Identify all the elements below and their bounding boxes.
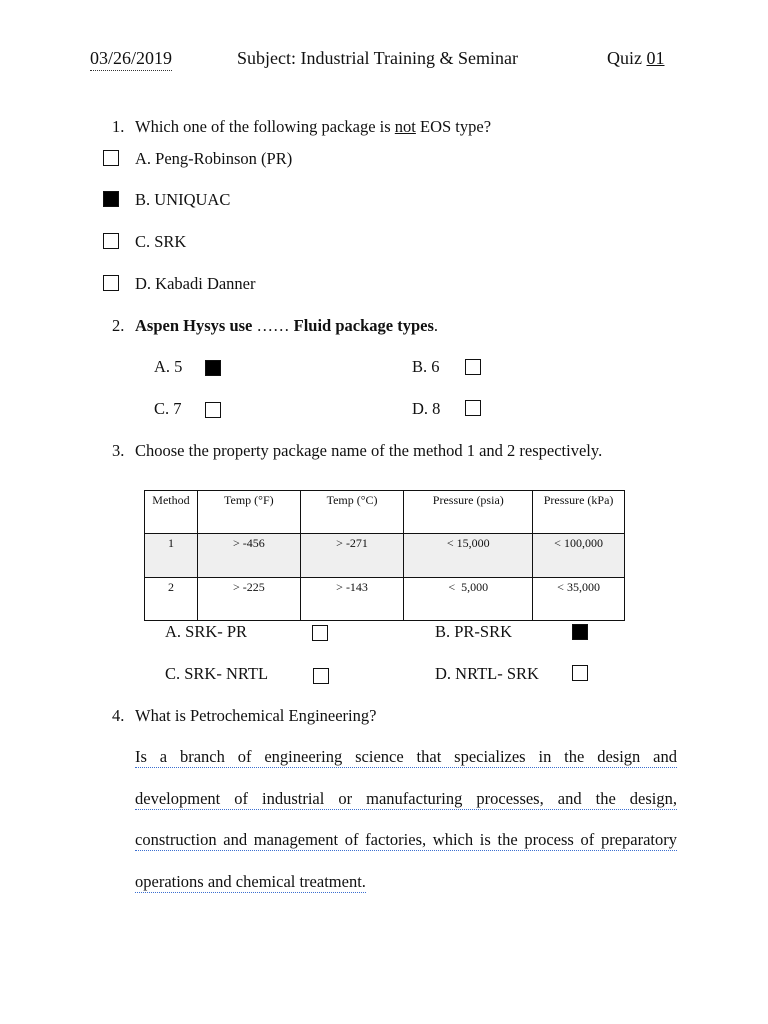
table-header-cell: Pressure (psia)	[404, 491, 533, 534]
q3-option-a-checkbox[interactable]	[312, 625, 328, 641]
question-3-text: Choose the property package name of the method 1 and 2 respectively.	[135, 441, 603, 460]
question-4-text: What is Petrochemical Engineering?	[135, 706, 377, 725]
q1-option-b-checkbox[interactable]	[103, 191, 119, 207]
q1-option-c-checkbox[interactable]	[103, 233, 119, 249]
question-3-number: 3.	[112, 441, 125, 460]
question-2-text-a: Aspen Hysys use	[135, 316, 253, 335]
table-header-cell: Pressure (kPa)	[533, 491, 625, 534]
question-2-number: 2.	[112, 316, 125, 335]
table-row	[145, 577, 625, 620]
q3-option-d-checkbox[interactable]	[572, 665, 588, 681]
q1-option-a-label: A. Peng-Robinson (PR)	[135, 149, 293, 168]
answer-line	[135, 830, 677, 850]
q1-option-d-checkbox[interactable]	[103, 275, 119, 291]
table-cell: > -456	[197, 534, 300, 577]
question-2-text	[135, 316, 438, 336]
q3-option-b-checkbox[interactable]	[572, 624, 588, 640]
question-1-emphasis: not	[394, 117, 416, 136]
answer-line-text: Is a branch of engineering science that specializes in the design and	[135, 747, 677, 766]
table-row	[145, 534, 625, 577]
q2-option-d-label: D. 8	[412, 399, 441, 418]
answer-line-text: operations and chemical treatment.	[135, 872, 366, 891]
q2-option-c-checkbox[interactable]	[205, 402, 221, 418]
table-cell: > -143	[300, 577, 404, 620]
q3-option-c-label: C. SRK- NRTL	[165, 664, 269, 683]
q1-option-a-checkbox[interactable]	[103, 150, 119, 166]
table-cell: 2	[145, 577, 198, 620]
question-2-text-end: .	[433, 316, 439, 335]
table-cell: < 5,000	[404, 577, 533, 620]
quiz-label	[607, 48, 665, 69]
answer-line	[135, 872, 677, 892]
q2-option-b-label: B. 6	[412, 357, 440, 376]
subject-title: Subject: Industrial Training & Seminar	[237, 48, 518, 68]
quiz-date: 03/26/2019	[90, 48, 172, 71]
question-2-text-b: Fluid package types	[293, 316, 434, 335]
q2-option-b-checkbox[interactable]	[465, 359, 481, 375]
answer-line	[135, 747, 677, 767]
table-header-cell: Temp (°C)	[300, 491, 404, 534]
table-cell: > -225	[197, 577, 300, 620]
table-cell: < 100,000	[533, 534, 625, 577]
question-2-dots: ……	[256, 316, 290, 335]
answer-line-text: construction and management of factories, which is the process of preparatory	[135, 830, 677, 849]
q3-option-a-label: A. SRK- PR	[165, 622, 248, 641]
table-header-row	[145, 491, 625, 534]
table-header-cell: Method	[145, 491, 198, 534]
q3-option-c-checkbox[interactable]	[313, 668, 329, 684]
q2-option-a-label: A. 5	[154, 357, 183, 376]
question-1-text-after: EOS type?	[420, 117, 492, 136]
q1-option-c-label: C. SRK	[135, 232, 187, 251]
q1-option-b-label: B. UNIQUAC	[135, 190, 231, 209]
q3-option-d-label: D. NRTL- SRK	[435, 664, 539, 683]
q1-option-d-label: D. Kabadi Danner	[135, 274, 256, 293]
quiz-number: 01	[646, 48, 665, 68]
quiz-label-text: Quiz	[607, 48, 642, 68]
q2-option-d-checkbox[interactable]	[465, 400, 481, 416]
answer-line	[135, 789, 677, 809]
answer-line-text: development of industrial or manufacturing processes, and the design,	[135, 789, 677, 808]
q3-option-b-label: B. PR-SRK	[435, 622, 513, 641]
question-1-text	[135, 117, 491, 137]
q2-option-a-checkbox[interactable]	[205, 360, 221, 376]
q2-option-c-label: C. 7	[154, 399, 182, 418]
question-4-number: 4.	[112, 706, 125, 725]
property-table	[144, 490, 625, 621]
question-1-number: 1.	[112, 117, 125, 136]
table-cell: 1	[145, 534, 198, 577]
table-cell: < 15,000	[404, 534, 533, 577]
table-cell: < 35,000	[533, 577, 625, 620]
question-1-text-before: Which one of the following package is	[135, 117, 391, 136]
table-header-cell: Temp (°F)	[197, 491, 300, 534]
table-cell: > -271	[300, 534, 404, 577]
